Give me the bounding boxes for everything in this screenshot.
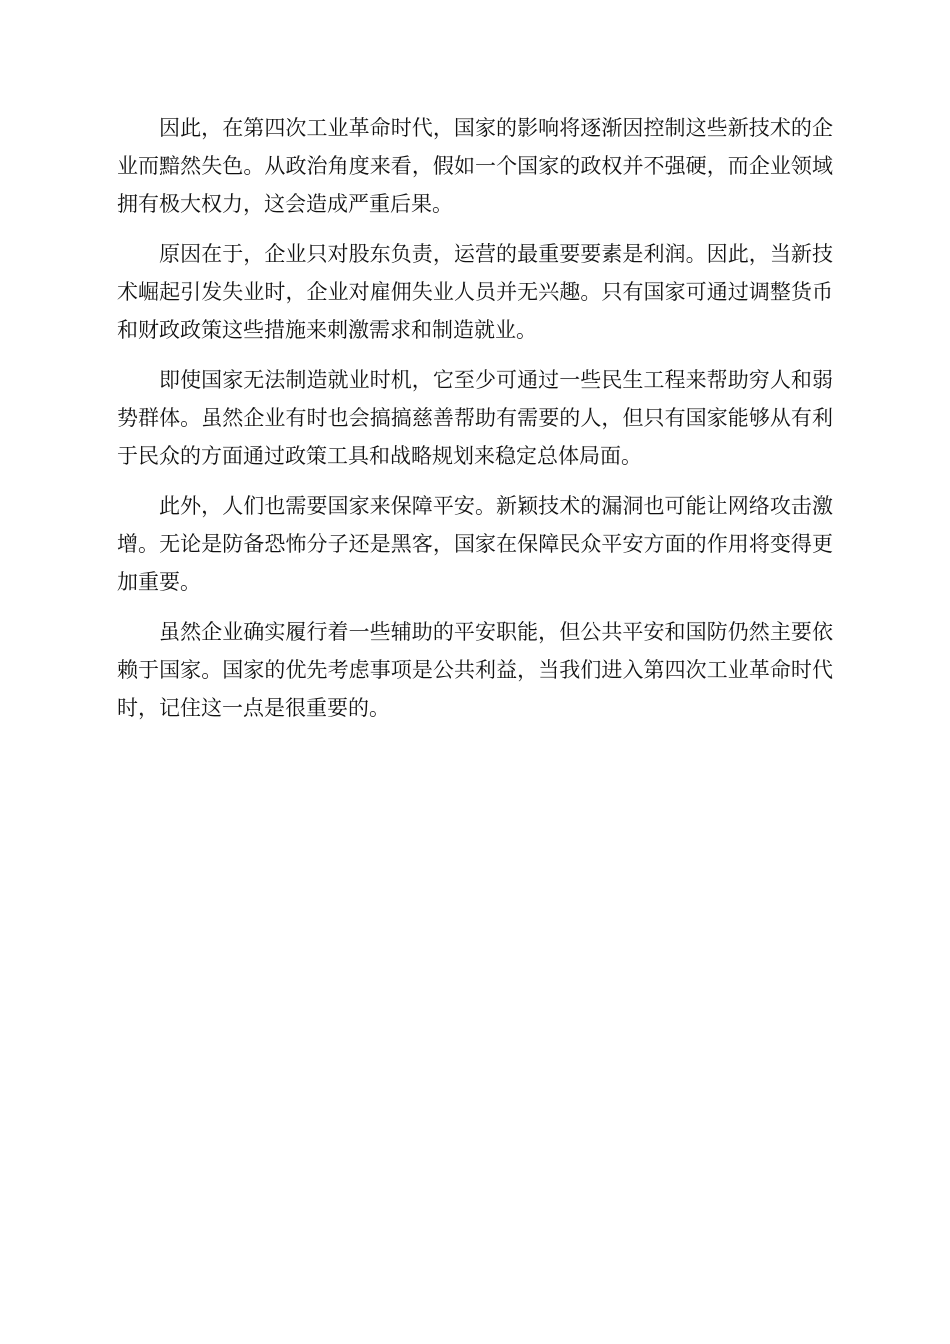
paragraph-4: 此外，人们也需要国家来保障平安。新颖技术的漏洞也可能让网络攻击激增。无论是防备恐怖分子还是黑客，国家在保障民众平安方面的作用将变得更加重要。 (117, 494, 833, 594)
paragraph-2: 原因在于，企业只对股东负责，运营的最重要要素是利润。因此，当新技术崛起引发失业时，企业对雇佣失业人员并无兴趣。只有国家可通过调整货币和财政政策这些措施来刺激需求和制造就业。 (117, 242, 833, 342)
paragraph-3: 即使国家无法制造就业时机，它至少可通过一些民生工程来帮助穷人和弱势群体。虽然企业有时也会搞搞慈善帮助有需要的人，但只有国家能够从有利于民众的方面通过政策工具和战略规划来稳定总体局面。 (117, 368, 833, 468)
document-body (117, 109, 833, 739)
paragraph-5: 虽然企业确实履行着一些辅助的平安职能，但公共平安和国防仍然主要依赖于国家。国家的优先考虑事项是公共利益，当我们进入第四次工业革命时代时，记住这一点是很重要的。 (117, 620, 833, 720)
paragraph-1: 因此，在第四次工业革命时代，国家的影响将逐渐因控制这些新技术的企业而黯然失色。从政治角度来看，假如一个国家的政权并不强硬，而企业领域拥有极大权力，这会造成严重后果。 (117, 116, 833, 216)
